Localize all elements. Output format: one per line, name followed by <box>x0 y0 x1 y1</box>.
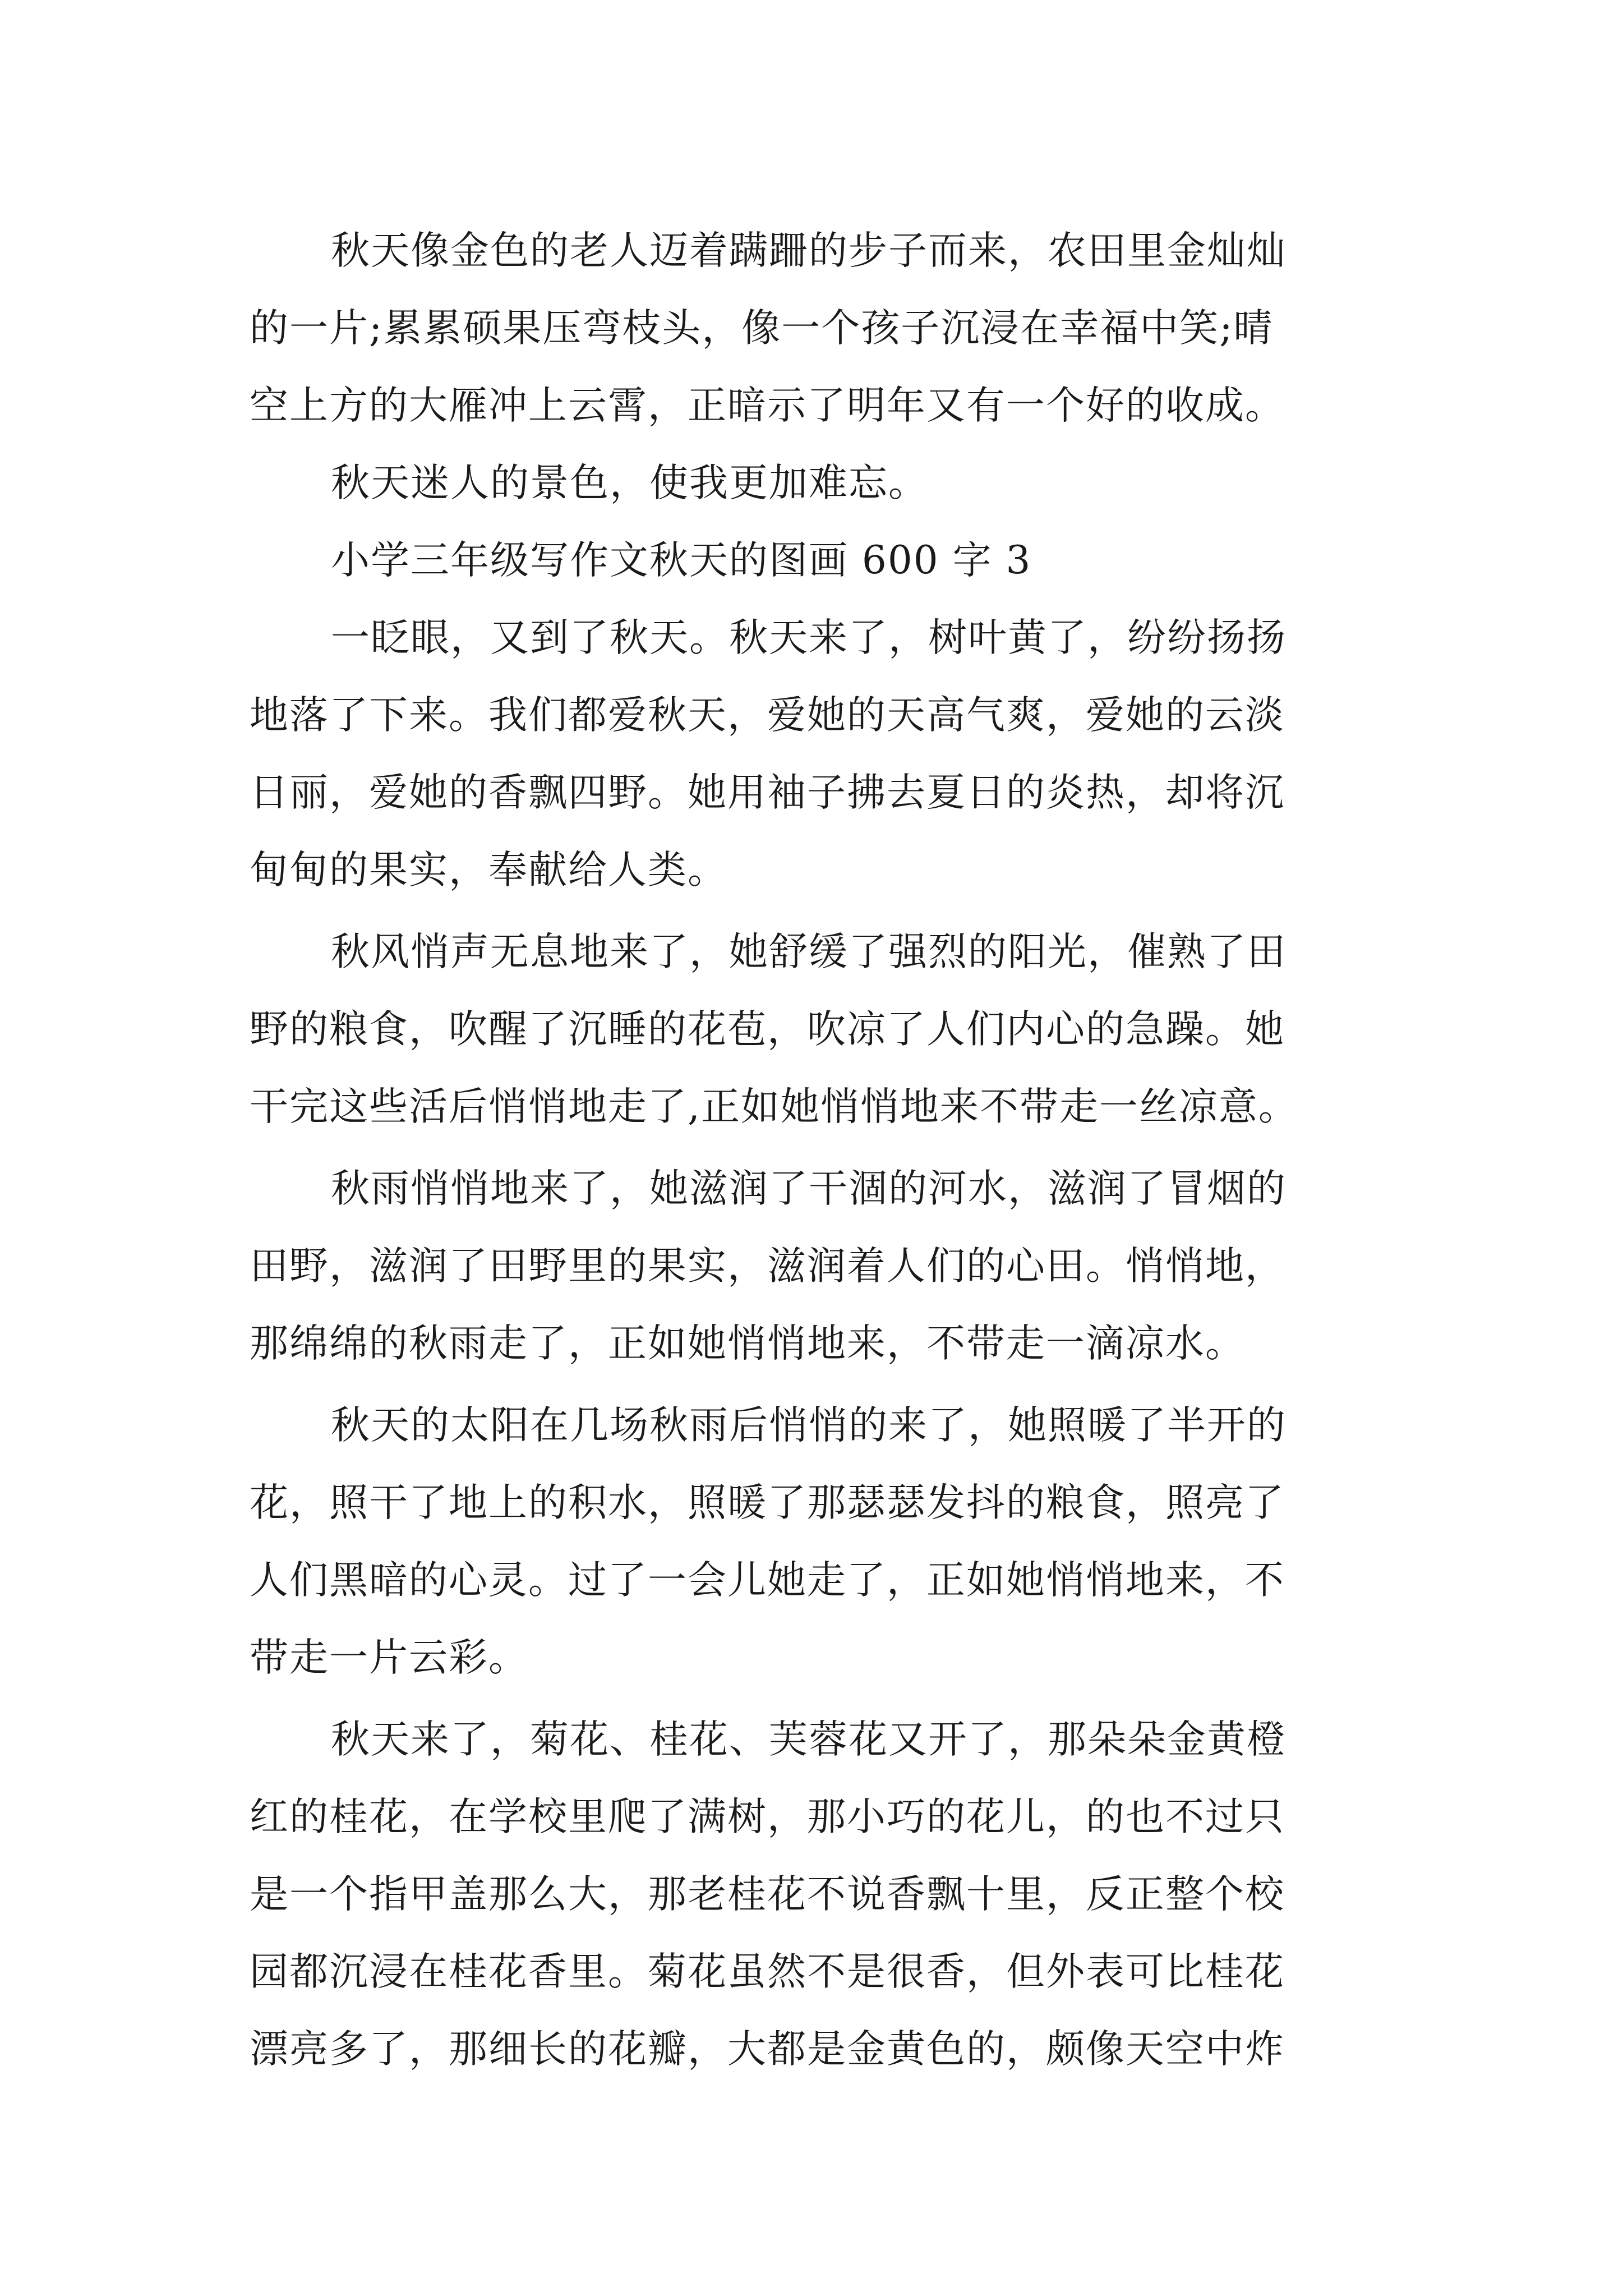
text-line: 野的粮食，吹醒了沉睡的花苞，吹凉了人们内心的急躁。她 <box>250 1007 1285 1052</box>
text-line: 带走一片云彩。 <box>250 1635 528 1680</box>
text-line: 那绵绵的秋雨走了，正如她悄悄地来，不带走一滴凉水。 <box>250 1321 1245 1366</box>
text-line: 干完这些活后悄悄地走了,正如她悄悄地来不带走一丝凉意。 <box>250 1084 1298 1129</box>
paragraph-gap <box>250 1696 1388 1701</box>
text-line: 秋天来了，菊花、桂花、芙蓉花又开了，那朵朵金黄橙 <box>331 1717 1287 1762</box>
text-line: 田野，滋润了田野里的果实，滋润着人们的心田。悄悄地， <box>250 1244 1285 1289</box>
text-line: 一眨眼，又到了秋天。秋天来了，树叶黄了，纷纷扬扬 <box>331 615 1287 660</box>
text-line: 是一个指甲盖那么大，那老桂花不说香飘十里，反正整个校 <box>250 1872 1285 1917</box>
text-line: 花，照干了地上的积水，照暖了那瑟瑟发抖的粮食，照亮了 <box>250 1480 1285 1525</box>
text-line: 秋雨悄悄地来了，她滋润了干涸的河水，滋润了冒烟的 <box>331 1166 1287 1211</box>
text-line: 秋天像金色的老人迈着蹒跚的步子而来，农田里金灿灿 <box>331 228 1287 273</box>
text-line: 漂亮多了，那细长的花瓣，大都是金黄色的，颇像天空中炸 <box>250 2027 1285 2072</box>
paragraph-gap <box>250 1145 1388 1150</box>
paragraph-gap <box>250 909 1388 913</box>
text-line: 秋风悄声无息地来了，她舒缓了强烈的阳光，催熟了田 <box>331 930 1287 974</box>
text-line: 秋天的太阳在几场秋雨后悄悄的来了，她照暖了半开的 <box>331 1403 1287 1448</box>
text-line: 甸甸的果实，奉献给人类。 <box>250 848 727 892</box>
text-line: 地落了下来。我们都爱秋天，爱她的天高气爽，爱她的云淡 <box>250 693 1285 738</box>
text-line: 秋天迷人的景色，使我更加难忘。 <box>331 461 928 505</box>
text-line: 人们黑暗的心灵。过了一会儿她走了，正如她悄悄地来，不 <box>250 1558 1285 1603</box>
paragraph-gap <box>250 1382 1388 1387</box>
text-line: 日丽，爱她的香飘四野。她用袖子拂去夏日的炎热，却将沉 <box>250 770 1285 815</box>
text-line: 园都沉浸在桂花香里。菊花虽然不是很香，但外表可比桂花 <box>250 1949 1285 1994</box>
text-line: 空上方的大雁冲上云霄，正暗示了明年又有一个好的收成。 <box>250 383 1285 428</box>
text-line: 红的桂花，在学校里爬了满树，那小巧的花儿，的也不过只 <box>250 1795 1285 1839</box>
section-title: 小学三年级写作文秋天的图画 600 字 3 <box>331 538 1032 583</box>
essay-body <box>250 212 1388 2088</box>
text-line: 的一片;累累硕果压弯枝头，像一个孩子沉浸在幸福中笑;晴 <box>250 306 1274 351</box>
